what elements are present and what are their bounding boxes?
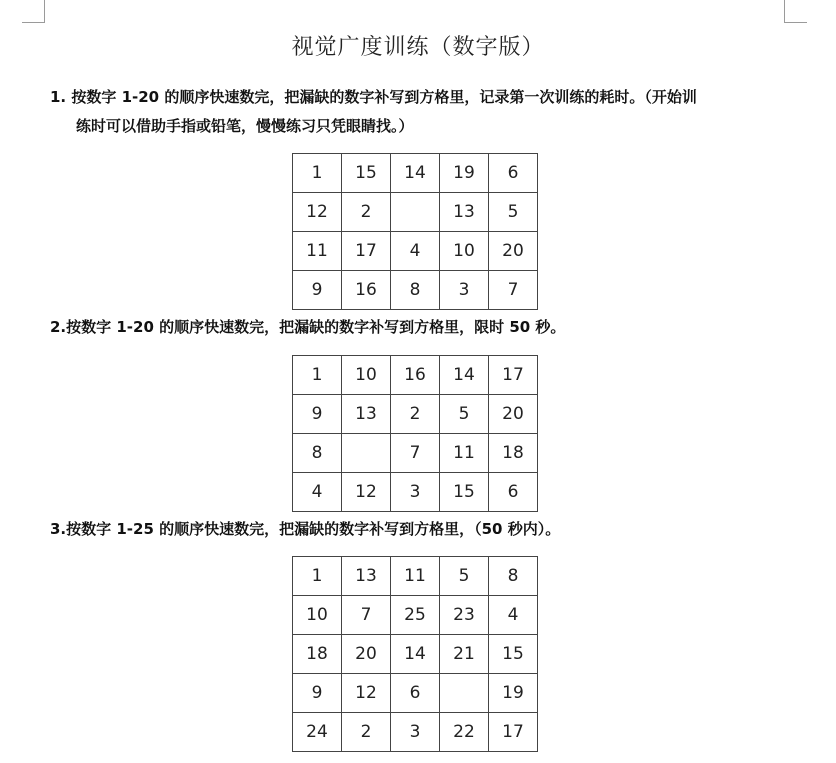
question-1-line2: 练时可以借助手指或铅笔，慢慢练习只凭眼睛找。） [76, 117, 414, 135]
grid-cell: 22 [440, 713, 489, 752]
grid-cell: 21 [440, 635, 489, 674]
grid-cell: 4 [489, 596, 538, 635]
grid-cell: 9 [293, 674, 342, 713]
grid-cell: 11 [440, 434, 489, 473]
grid-cell: 10 [342, 356, 391, 395]
grid-cell-blank[interactable] [342, 434, 391, 473]
grid-cell: 18 [489, 434, 538, 473]
grid-cell: 10 [440, 232, 489, 271]
grid-cell: 14 [391, 154, 440, 193]
grid-cell: 2 [342, 713, 391, 752]
grid-cell: 7 [489, 271, 538, 310]
grid-row [293, 193, 538, 232]
number-grid-2 [292, 355, 538, 512]
grid-cell: 8 [391, 271, 440, 310]
grid-row [293, 635, 538, 674]
grid-row [293, 232, 538, 271]
grid-cell: 1 [293, 557, 342, 596]
grid-cell: 11 [293, 232, 342, 271]
grid-cell: 15 [440, 473, 489, 512]
grid-cell: 10 [293, 596, 342, 635]
grid-cell: 18 [293, 635, 342, 674]
grid-cell: 5 [440, 395, 489, 434]
grid-cell-blank[interactable] [391, 193, 440, 232]
grid-cell: 14 [440, 356, 489, 395]
question-1-line1: 1. 按数字 1-20 的顺序快速数完，把漏缺的数字补写到方格里，记录第一次训练的耗时。（开始训 [50, 88, 697, 106]
page-corner-top-left [22, 0, 45, 23]
grid-cell: 25 [391, 596, 440, 635]
grid-row [293, 557, 538, 596]
grid-cell: 8 [293, 434, 342, 473]
number-grid-1 [292, 153, 538, 310]
grid-row [293, 713, 538, 752]
question-1-text [50, 83, 790, 141]
grid-cell: 24 [293, 713, 342, 752]
grid-cell: 20 [489, 232, 538, 271]
grid-cell: 1 [293, 356, 342, 395]
grid-cell: 23 [440, 596, 489, 635]
grid-cell-blank[interactable] [440, 674, 489, 713]
grid-row [293, 395, 538, 434]
grid-row [293, 356, 538, 395]
grid-cell: 15 [489, 635, 538, 674]
grid-cell: 14 [391, 635, 440, 674]
grid-cell: 13 [342, 557, 391, 596]
grid-cell: 16 [391, 356, 440, 395]
grid-cell: 5 [489, 193, 538, 232]
grid-cell: 12 [342, 674, 391, 713]
grid-cell: 2 [342, 193, 391, 232]
grid-cell: 17 [489, 356, 538, 395]
grid-cell: 3 [391, 473, 440, 512]
grid-cell: 11 [391, 557, 440, 596]
page-corner-top-right [784, 0, 807, 23]
grid-cell: 1 [293, 154, 342, 193]
grid-cell: 8 [489, 557, 538, 596]
page-title: 视觉广度训练（数字版） [291, 35, 545, 60]
grid-cell: 7 [391, 434, 440, 473]
grid-row [293, 596, 538, 635]
grid-cell: 6 [391, 674, 440, 713]
grid-cell: 13 [342, 395, 391, 434]
grid-cell: 20 [489, 395, 538, 434]
grid-row [293, 674, 538, 713]
grid-cell: 12 [293, 193, 342, 232]
number-grid-3 [292, 556, 538, 752]
grid-row [293, 434, 538, 473]
grid-cell: 2 [391, 395, 440, 434]
grid-cell: 9 [293, 271, 342, 310]
grid-cell: 15 [342, 154, 391, 193]
grid-cell: 19 [440, 154, 489, 193]
grid-cell: 19 [489, 674, 538, 713]
grid-cell: 3 [391, 713, 440, 752]
grid-cell: 4 [293, 473, 342, 512]
grid-cell: 5 [440, 557, 489, 596]
question-2-text: 2.按数字 1-20 的顺序快速数完，把漏缺的数字补写到方格里，限时 50 秒。 [50, 318, 566, 336]
grid-cell: 7 [342, 596, 391, 635]
grid-cell: 17 [489, 713, 538, 752]
grid-cell: 3 [440, 271, 489, 310]
grid-row [293, 154, 538, 193]
grid-cell: 4 [391, 232, 440, 271]
grid-cell: 12 [342, 473, 391, 512]
grid-cell: 13 [440, 193, 489, 232]
grid-cell: 9 [293, 395, 342, 434]
question-3-text: 3.按数字 1-25 的顺序快速数完，把漏缺的数字补写到方格里，（50 秒内）。 [50, 520, 561, 538]
grid-row [293, 271, 538, 310]
grid-cell: 6 [489, 154, 538, 193]
grid-cell: 6 [489, 473, 538, 512]
grid-cell: 17 [342, 232, 391, 271]
grid-row [293, 473, 538, 512]
grid-cell: 16 [342, 271, 391, 310]
grid-cell: 20 [342, 635, 391, 674]
